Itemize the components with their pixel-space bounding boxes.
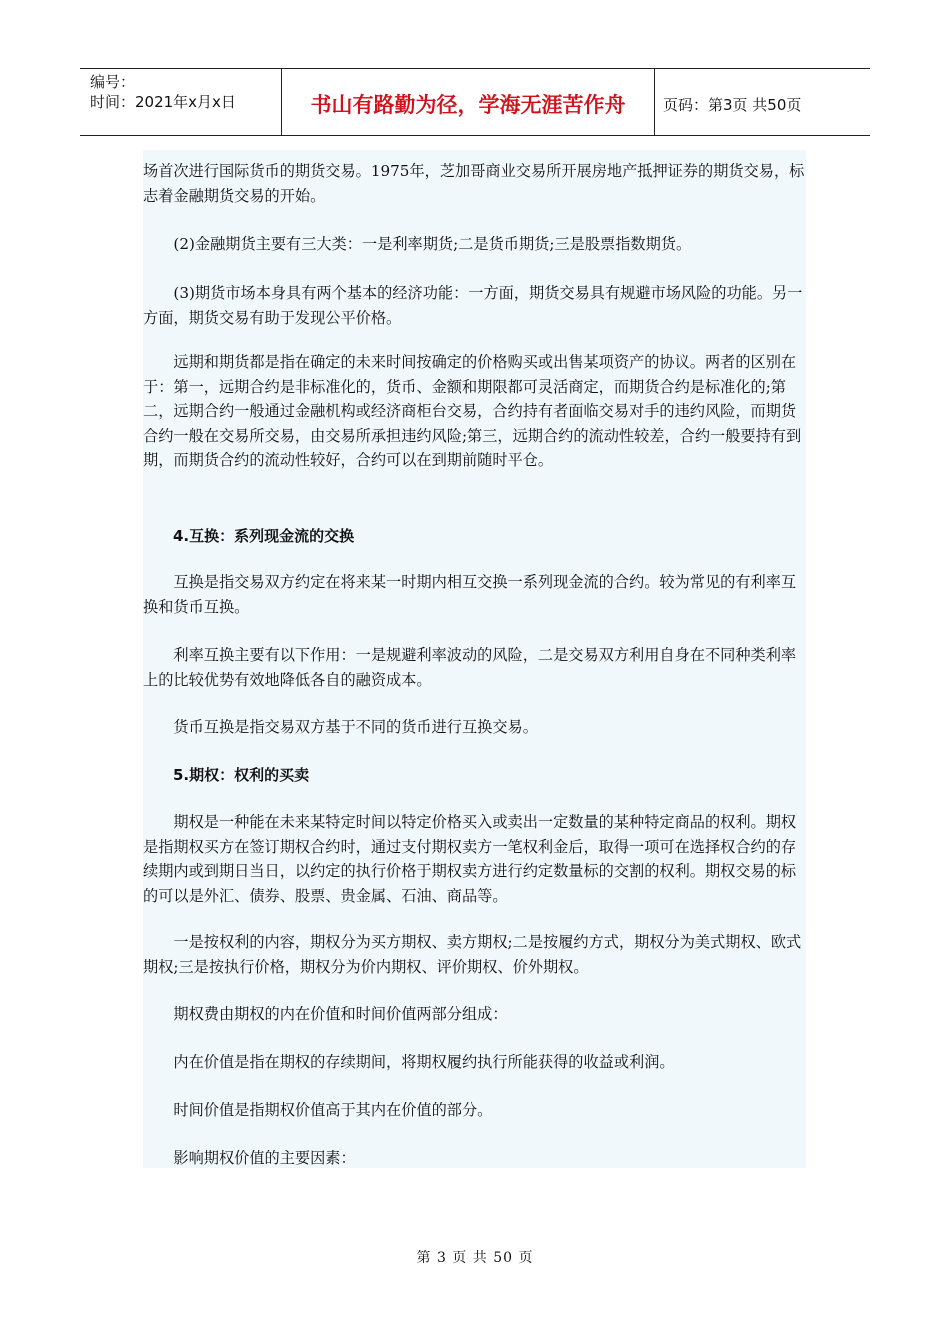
section-heading: 5.期权：权利的买卖 <box>173 766 310 784</box>
page-header <box>80 68 870 136</box>
header-meta <box>80 69 282 135</box>
paragraph: 期权是一种能在未来某特定时间以特定价格买入或卖出一定数量的某种特定商品的权利。期权是指期权买方在签订期权合约时，通过支付期权卖方一笔权利金后，取得一项可在选择权合约的存续期内或到期日当日，以约定的执行价格于期权卖方进行约定数量标的交割的权利。期权交易的标的可以是外汇、债券、股票、贵金属、石油、商品等。 <box>143 813 797 905</box>
document-body <box>143 150 806 1168</box>
paragraph: 期权费由期权的内在价值和时间价值两部分组成： <box>173 1005 508 1023</box>
paragraph: 互换是指交易双方约定在将来某一时期内相互交换一系列现金流的合约。较为常见的有利率互换和货币互换。 <box>143 573 797 616</box>
section-heading: 4.互换：系列现金流的交换 <box>173 527 355 545</box>
header-motto: 书山有路勤为径，学海无涯苦作舟 <box>282 69 655 135</box>
document-number-label: 编号： <box>90 73 136 91</box>
paragraph: 内在价值是指在期权的存续期间，将期权履约执行所能获得的收益或利润。 <box>173 1053 675 1071</box>
paragraph: 影响期权价值的主要因素： <box>173 1149 356 1167</box>
paragraph: (2)金融期货主要有三大类：一是利率期货;二是货币期货;三是股票指数期货。 <box>173 235 692 253</box>
header-page-info: 页码：第3页 共50页 <box>663 95 802 114</box>
page-footer: 第 3 页 共 50 页 <box>416 1250 534 1266</box>
paragraph: 时间价值是指期权价值高于其内在价值的部分。 <box>173 1101 493 1119</box>
document-date-label: 时间：2021年x月x日 <box>90 93 236 111</box>
paragraph: 利率互换主要有以下作用：一是规避利率波动的风险，二是交易双方利用自身在不同种类利率上的比较优势有效地降低各自的融资成本。 <box>143 646 797 689</box>
paragraph: (3)期货市场本身具有两个基本的经济功能：一方面，期货交易具有规避市场风险的功能。另一方面，期货交易有助于发现公平价格。 <box>143 284 803 327</box>
paragraph: 远期和期货都是指在确定的未来时间按确定的价格购买或出售某项资产的协议。两者的区别在于：第一，远期合约是非标准化的，货币、金额和期限都可灵活商定，而期货合约是标准化的;第二，远期合约一般通过金融机构或经济商柜台交易，合约持有者面临交易对手的违约风险，而期货合约一般在交易所交易，由交易所承担违约风险;第三，远期合约的流动性较差，合约一般要持有到期，而期货合约的流动性较好，合约可以在到期前随时平仓。 <box>143 353 802 469</box>
paragraph: 货币互换是指交易双方基于不同的货币进行互换交易。 <box>173 718 538 736</box>
paragraph: 一是按权利的内容，期权分为买方期权、卖方期权;二是按履约方式，期权分为美式期权、欧式期权;三是按执行价格，期权分为价内期权、评价期权、价外期权。 <box>143 933 802 976</box>
paragraph: 场首次进行国际货币的期货交易。1975年，芝加哥商业交易所开展房地产抵押证券的期货交易，标志着金融期货交易的开始。 <box>143 162 805 205</box>
